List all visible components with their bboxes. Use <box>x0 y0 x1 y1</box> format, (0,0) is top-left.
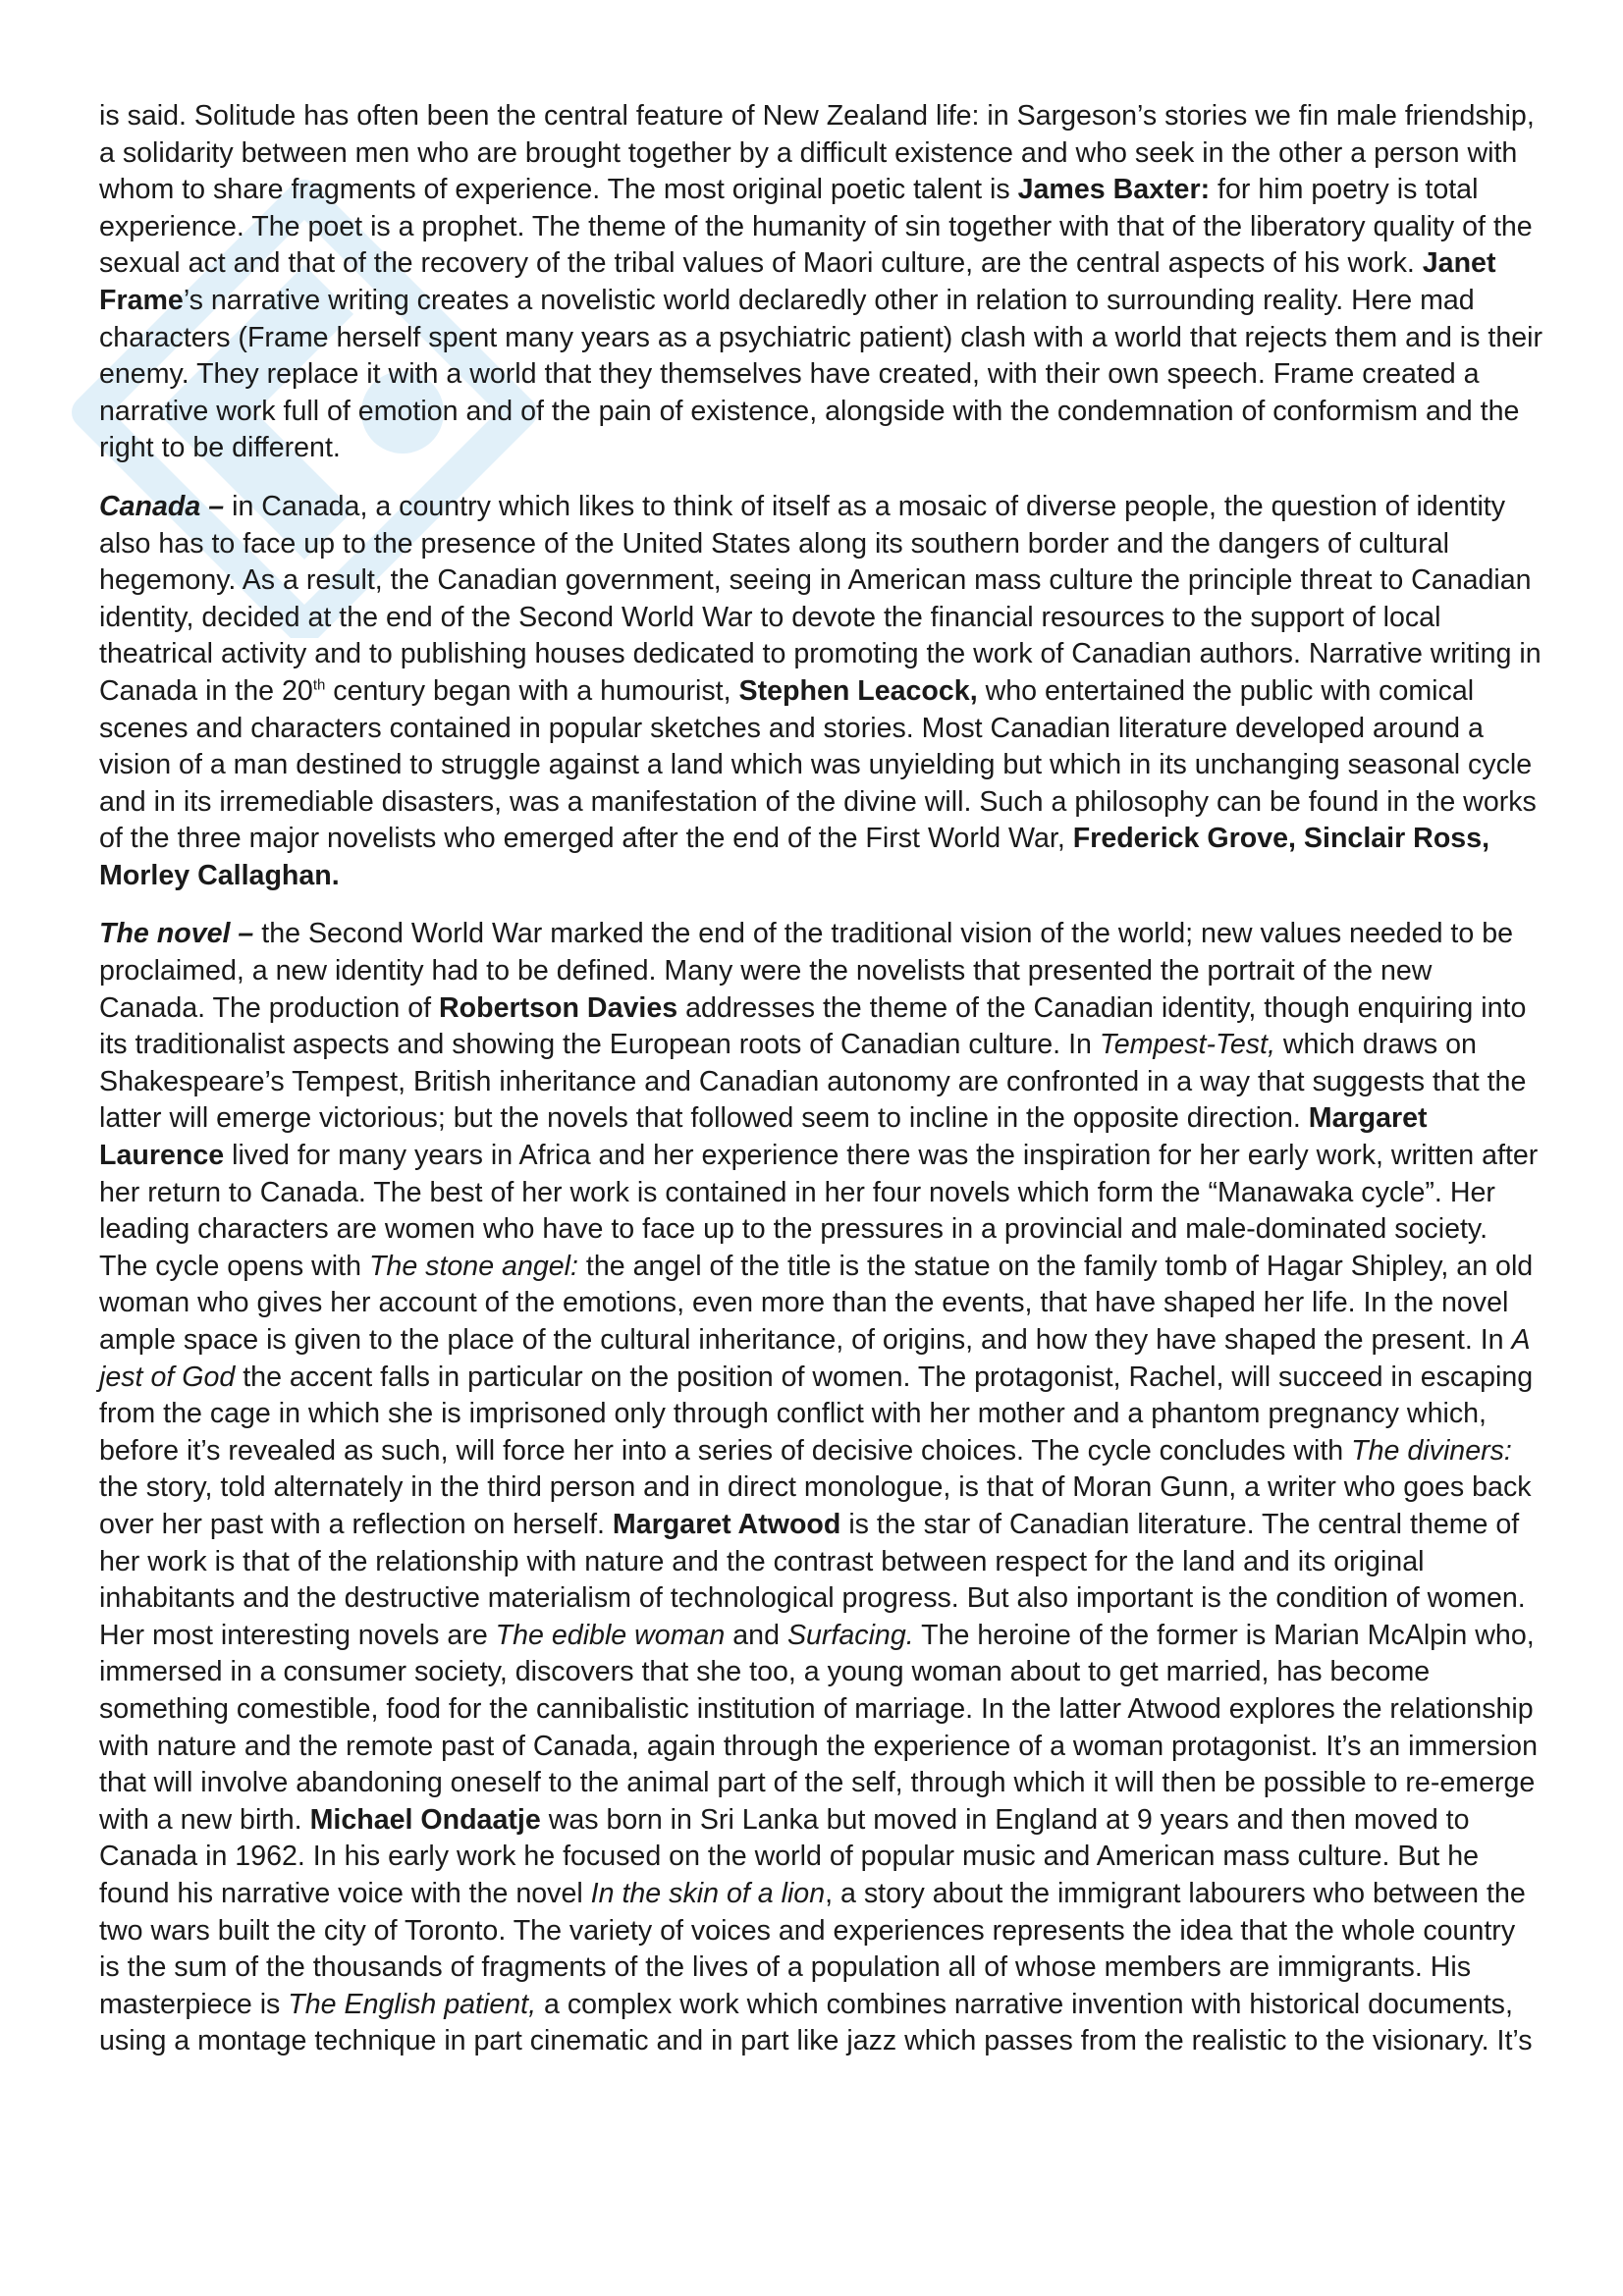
bold-text: Margaret Atwood <box>612 1508 841 1540</box>
italic-text: A jest of God <box>99 1324 1530 1393</box>
bold-text: James Baxter: <box>1017 174 1211 206</box>
paragraph <box>99 916 1542 2059</box>
text-run: The heroine of the former is Marian McAlpin who, immersed in a consumer society, discovers that she too, a young woman about to get married, has become something comestible, food for the cannibalistic institution of marriage. In the latter Atwood explores the relationship with nature and the remote past of Canada, again through the experience of a woman protagonist. It’s an immersion that will involve abandoning oneself to the animal part of the self, through which it will then be possible to re-emerge with a new birth. <box>99 1619 1538 1836</box>
text-run: was born in Sri Lanka but moved in England at 9 years and then moved to Canada in 1962. In his early work he focused on the world of popular music and American mass culture. But he found his narrative voice with the novel <box>99 1803 1480 1909</box>
text-run: the accent falls in particular on the position of women. The protagonist, Rachel, will succeed in escaping from the cage in which she is imprisoned only through conflict with her mother and a phantom pregnancy which, before it’s revealed as such, will force her into a series of decisive choices. The cycle concludes with <box>99 1361 1534 1467</box>
text-run: lived for many years in Africa and her experience there was the inspiration for her early work, written after her return to Canada. The best of her work is contained in her four novels which form the “Manawaka cycle”. Her leading characters are women who have to face up to the pressures in a provincial and male-dominated society. The cycle opens with <box>99 1140 1539 1282</box>
text-run: ’s narrative writing creates a novelistic world declaredly other in relation to surrounding reality. Here mad characters (Frame herself spent many years as a psychiatric patient) clash with a world that rejects them and is their enemy. They replace it with a world that they themselves have created, with their own speech. Frame created a narrative work full of emotion and of the pain of existence, alongside with the condemnation of conformism and the right to be different. <box>99 284 1543 464</box>
italic-text: Tempest-Test, <box>1099 1029 1275 1061</box>
bold-text: Janet Frame <box>99 247 1496 316</box>
section-heading: Canada – <box>99 490 225 522</box>
italic-text: Surfacing. <box>786 1619 914 1651</box>
italic-text: The diviners: <box>1351 1434 1512 1467</box>
bold-text: Margaret Laurence <box>99 1102 1428 1172</box>
text-run: for him poetry is total experience. The poet is a prophet. The theme of the humanity of sin together with that of the liberatory quality of the sexual act and that of the recovery of the tribal values of Maori culture, are the central aspects of his work. <box>99 174 1533 280</box>
bold-text: Frederick Grove, Sinclair Ross, Morley Callaghan. <box>99 823 1490 891</box>
text-run: century began with a humourist, <box>325 674 739 707</box>
italic-text: The edible woman <box>495 1619 726 1651</box>
text-run: the story, told alternately in the third person and in direct monologue, is that of Moran Gunn, a writer who goes back over her past with a reflection on herself. <box>99 1471 1532 1540</box>
section-heading: The novel – <box>99 918 254 950</box>
bold-text: Robertson Davies <box>439 991 678 1024</box>
text-run: which draws on Shakespeare’s Tempest, British inheritance and Canadian autonomy are confronted in a way that suggests that the latter will emerge victorious; but the novels that followed seem to incline in the opposite direction. <box>99 1029 1527 1135</box>
text-run: , a story about the immigrant labourers who between the two wars built the city of Toronto. The variety of voices and experiences represents the idea that the whole country is the sum of the thousands of fragments of the lives of a population all of whose members are immigrants. His masterpiece is <box>99 1877 1526 2020</box>
paragraph <box>99 98 1542 467</box>
text-run: and <box>725 1619 787 1651</box>
text-run: the Second World War marked the end of the traditional vision of the world; new values needed to be proclaimed, a new identity had to be defined. Many were the novelists that presented the portrait of the new Canada. The production of <box>99 918 1514 1024</box>
italic-text: The stone angel: <box>368 1250 578 1282</box>
text-run: is the star of Canadian literature. The central theme of her work is that of the relationship with nature and the contrast between respect for the land and its original inhabitants and the destructive materialism of technological progress. But also important is the condition of women. Her most interesting novels are <box>99 1508 1526 1651</box>
superscript: th <box>312 676 326 694</box>
paragraph <box>99 489 1542 895</box>
italic-text: The English patient, <box>288 1988 537 2020</box>
text-run: a complex work which combines narrative invention with historical documents, using a montage technique in part cinematic and in part like jazz which passes from the realistic to the visionary. It’s <box>99 1988 1533 2057</box>
text-run: in Canada, a country which likes to think of itself as a mosaic of diverse people, the question of identity also has to face up to the presence of the United States along its southern border and the dangers of cultural hegemony. As a result, the Canadian government, seeing in American mass culture the principle threat to Canadian identity, decided at the end of the Second World War to devote the financial resources to the support of local theatrical activity and to publishing houses dedicated to promoting the work of Canadian authors. Narrative writing in Canada in the 20 <box>99 490 1542 707</box>
text-run: addresses the theme of the Canadian identity, though enquiring into its traditionalist aspects and showing the European roots of Canadian culture. In <box>99 991 1527 1061</box>
text-run: who entertained the public with comical scenes and characters contained in popular sketches and stories. Most Canadian literature developed around a vision of a man destined to struggle against a land which was unyielding but which in its unchanging seasonal cycle and in its irremediable disasters, was a manifestation of the divine will. Such a philosophy can be found in the works of the three major novelists who emerged after the end of the First World War, <box>99 674 1537 855</box>
text-run: is said. Solitude has often been the central feature of New Zealand life: in Sargeson’s stories we fin male friendship, a solidarity between men who are brought together by a difficult existence and who seek in the other a person with whom to share fragments of experience. The most original poetic talent is <box>99 100 1535 206</box>
bold-text: Michael Ondaatje <box>309 1803 541 1836</box>
bold-text: Stephen Leacock, <box>738 674 978 707</box>
document-body <box>99 98 1542 2082</box>
text-run: the angel of the title is the statue on the family tomb of Hagar Shipley, an old woman who gives her account of the emotions, even more than the events, that have shaped her life. In the novel ample space is given to the place of the cultural inheritance, of origins, and how they have shaped the present. In <box>99 1250 1534 1356</box>
italic-text: In the skin of a lion <box>590 1877 826 1909</box>
